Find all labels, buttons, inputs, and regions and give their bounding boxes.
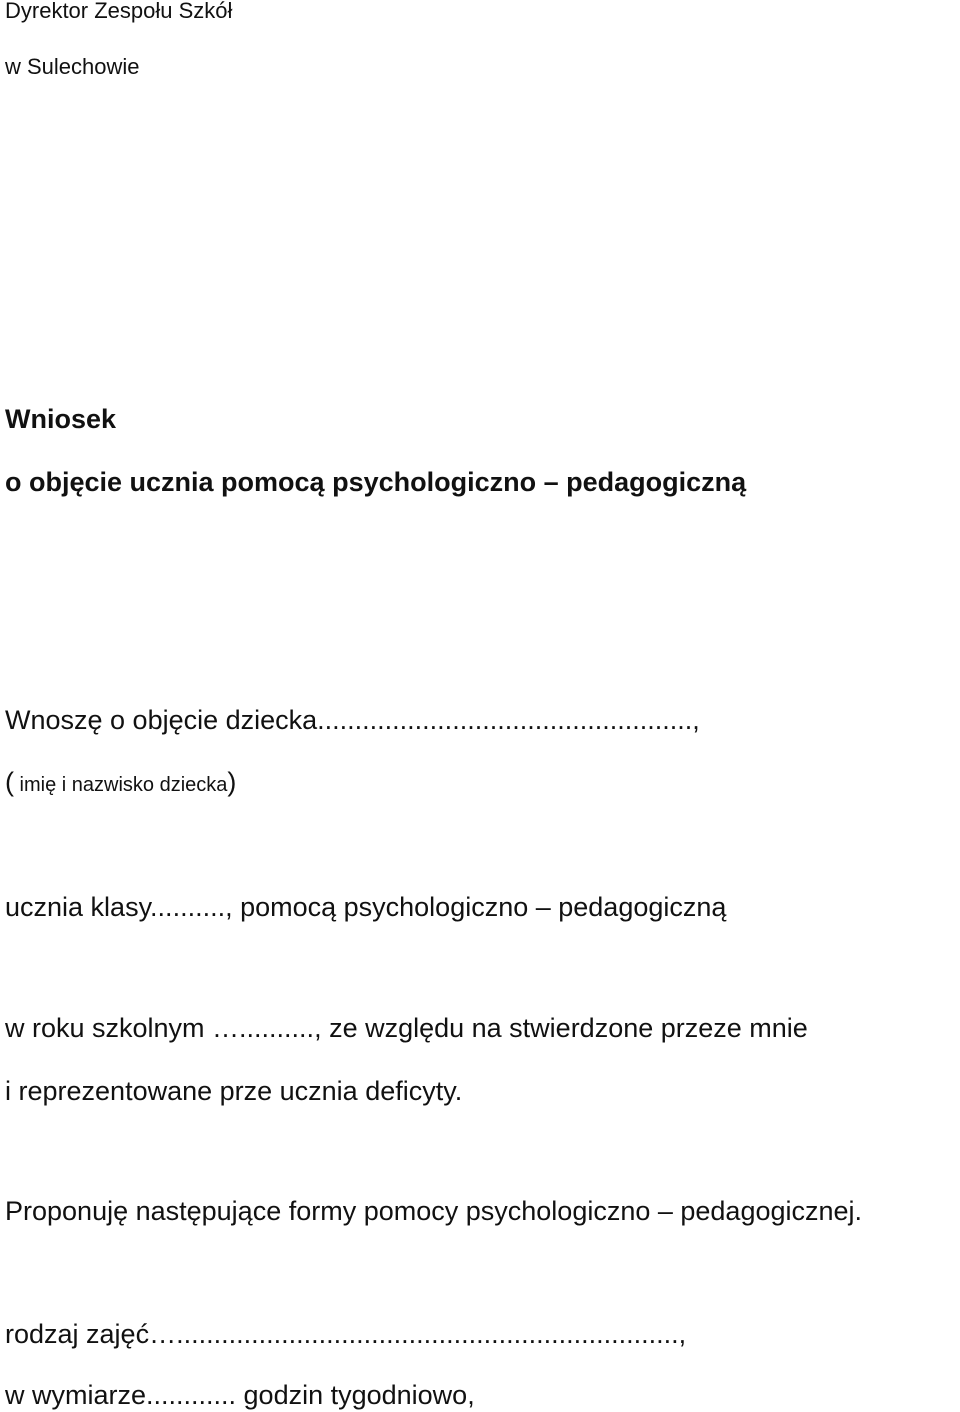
activity-type-line: rodzaj zajęć…...................................................................,: [5, 1319, 687, 1349]
addressee-location: w Sulechowie: [5, 54, 140, 79]
class-line: ucznia klasy.........., pomocą psychologiczno – pedagogiczną: [5, 892, 727, 922]
name-caption: [5, 769, 236, 796]
proposal-line: Proponuję następujące formy pomocy psychologiczno – pedagogicznej.: [5, 1196, 863, 1226]
deficits-line: i reprezentowane prze ucznia deficyty.: [5, 1076, 463, 1106]
addressee-title: Dyrektor Zespołu Szkół: [5, 0, 233, 23]
request-line: Wnoszę o objęcie dziecka..................................................,: [5, 705, 700, 735]
caption-text: imię i nazwisko dziecka: [14, 774, 228, 796]
caption-open-paren: (: [5, 767, 14, 797]
caption-close-paren: ): [227, 767, 237, 797]
document-subheading: o objęcie ucznia pomocą psychologiczno – pedagogiczną: [5, 467, 747, 497]
document-heading: Wniosek: [5, 404, 117, 434]
hours-line: w wymiarze............ godzin tygodniowo,: [5, 1380, 475, 1410]
school-year-line: w roku szkolnym ….........., ze względu na stwierdzone przeze mnie: [5, 1013, 808, 1043]
